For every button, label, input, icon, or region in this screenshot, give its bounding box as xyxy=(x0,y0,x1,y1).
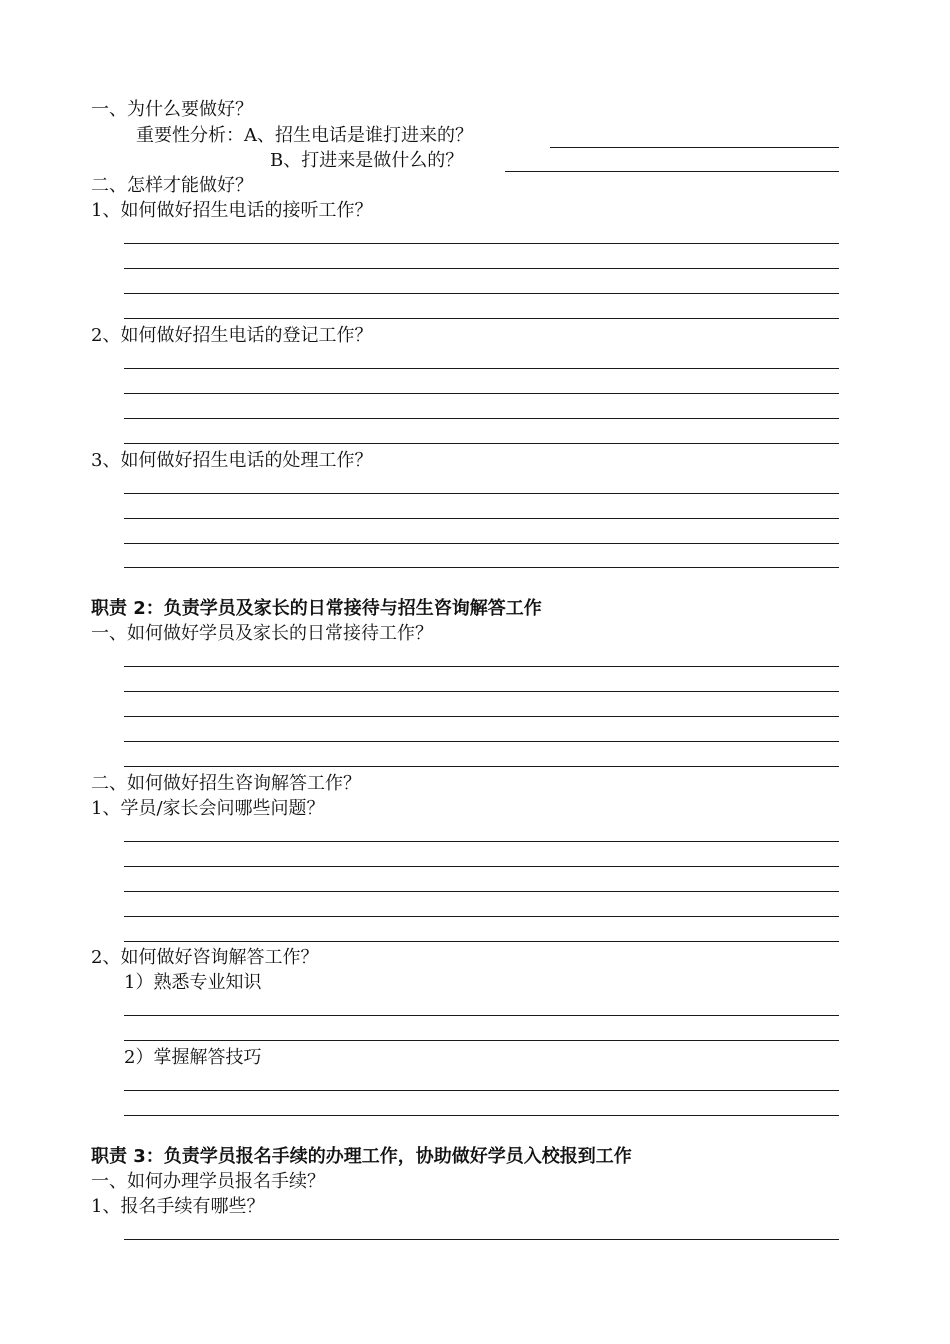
duty2-q2-item2: 2、如何做好咨询解答工作？ xyxy=(91,947,319,968)
q1-heading: 一、为什么要做好？ xyxy=(91,99,253,120)
answer-line[interactable] xyxy=(124,543,839,544)
duty2-q1: 一、如何做好学员及家长的日常接待工作？ xyxy=(91,623,433,644)
duty2-q2-item2-sub2: 2）掌握解答技巧 xyxy=(124,1047,262,1068)
answer-line[interactable] xyxy=(124,318,839,319)
answer-line[interactable] xyxy=(124,691,839,692)
answer-line[interactable] xyxy=(124,741,839,742)
importance-analysis-b: B、打进来是做什么的？ xyxy=(270,150,464,171)
duty3-q1-item1: 1、报名手续有哪些？ xyxy=(91,1196,265,1217)
answer-line[interactable] xyxy=(124,666,839,667)
answer-line[interactable] xyxy=(124,393,839,394)
answer-line[interactable] xyxy=(550,147,839,148)
answer-line[interactable] xyxy=(124,891,839,892)
answer-line[interactable] xyxy=(124,1090,839,1091)
answer-line[interactable] xyxy=(124,567,839,568)
answer-line[interactable] xyxy=(124,443,839,444)
duty2-title: 职责 2：负责学员及家长的日常接待与招生咨询解答工作 xyxy=(91,598,542,619)
answer-line[interactable] xyxy=(124,268,839,269)
answer-line[interactable] xyxy=(124,1040,839,1041)
duty3-q1: 一、如何办理学员报名手续？ xyxy=(91,1171,325,1192)
answer-line[interactable] xyxy=(124,766,839,767)
answer-line[interactable] xyxy=(505,171,839,172)
answer-line[interactable] xyxy=(124,1015,839,1016)
q2-item-process: 3、如何做好招生电话的处理工作？ xyxy=(91,450,373,471)
q2-item-answer: 1、如何做好招生电话的接听工作？ xyxy=(91,200,373,221)
answer-line[interactable] xyxy=(124,293,839,294)
answer-line[interactable] xyxy=(124,418,839,419)
answer-line[interactable] xyxy=(124,518,839,519)
answer-line[interactable] xyxy=(124,493,839,494)
answer-line[interactable] xyxy=(124,1115,839,1116)
q2-item-register: 2、如何做好招生电话的登记工作？ xyxy=(91,325,373,346)
answer-line[interactable] xyxy=(124,916,839,917)
q2-heading: 二、怎样才能做好？ xyxy=(91,175,253,196)
answer-line[interactable] xyxy=(124,1239,839,1240)
answer-line[interactable] xyxy=(124,243,839,244)
answer-line[interactable] xyxy=(124,866,839,867)
answer-line[interactable] xyxy=(124,368,839,369)
duty2-q2-item2-sub1: 1）熟悉专业知识 xyxy=(124,972,262,993)
answer-line[interactable] xyxy=(124,841,839,842)
answer-line[interactable] xyxy=(124,941,839,942)
answer-line[interactable] xyxy=(124,716,839,717)
duty2-q2: 二、如何做好招生咨询解答工作？ xyxy=(91,773,361,794)
duty3-title: 职责 3：负责学员报名手续的办理工作，协助做好学员入校报到工作 xyxy=(91,1146,632,1167)
duty2-q2-item1: 1、学员/家长会问哪些问题？ xyxy=(91,798,325,819)
importance-analysis-a: 重要性分析：A、招生电话是谁打进来的？ xyxy=(136,125,473,146)
